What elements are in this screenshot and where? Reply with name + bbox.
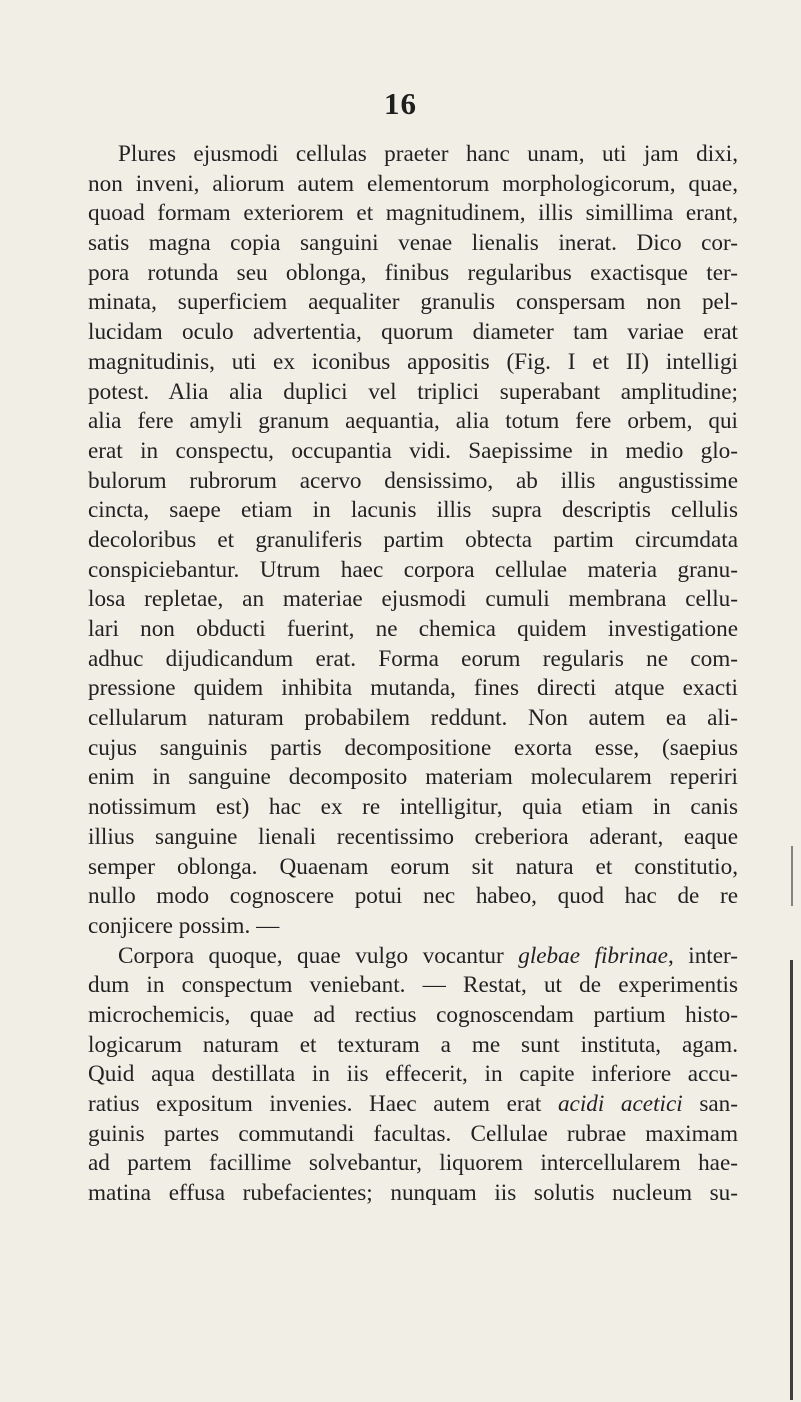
text-line [88, 170, 738, 200]
page-number: 16 [384, 86, 417, 121]
text-line [88, 1060, 738, 1090]
text-run: conjicere possim. — [88, 912, 280, 939]
text-line [88, 467, 738, 497]
text-line [88, 1090, 738, 1120]
text-run: notissimum est) hac ex re intelligitur, quia etiam in canis [88, 794, 738, 821]
text-run: dum in conspectum veniebant. — Restat, ut de experimentis [88, 972, 738, 999]
text-run: cincta, saepe etiam in lacunis illis supra descriptis cellulis [88, 497, 738, 524]
paragraph [88, 942, 738, 1209]
text-line [88, 348, 738, 378]
text-line [88, 437, 738, 467]
text-run: pressione quidem inhibita mutanda, fines directi atque exacti [88, 675, 738, 702]
text-line [88, 942, 738, 972]
text-run: bulorum rubrorum acervo densissimo, ab illis angustissime [88, 467, 738, 494]
text-run: illius sanguine lienali recentissimo creberiora aderant, eaque [88, 823, 738, 850]
paragraph [88, 140, 738, 942]
text-line [88, 496, 738, 526]
text-line [88, 1149, 738, 1179]
text-line [88, 318, 738, 348]
text-run: logicarum naturam et texturam a me sunt instituta, agam. [88, 1031, 738, 1058]
text-run: san- [682, 1091, 738, 1117]
italic-term: glebae fibrinae [518, 942, 668, 969]
text-run: satis magna copia sanguini venae lienalis inerat. Dico cor- [88, 230, 738, 257]
text-run: non inveni, aliorum autem elementorum morphologicorum, quae, [88, 170, 738, 197]
text-line [88, 971, 738, 1001]
text-line [88, 378, 738, 408]
text-run: decoloribus et granuliferis partim obtecta partim circumdata [88, 526, 738, 553]
text-run: Plures ejusmodi cellulas praeter hanc unam, uti jam dixi, [118, 141, 738, 167]
text-line [88, 1031, 738, 1061]
text-line [88, 823, 738, 853]
text-line [88, 674, 738, 704]
text-line [88, 407, 738, 437]
text-line [88, 140, 738, 170]
text-run: alia fere amyli granum aequantia, alia totum fere orbem, qui [88, 408, 738, 435]
text-line [88, 1179, 738, 1209]
italic-term: acidi acetici [557, 1091, 683, 1117]
text-line [88, 763, 738, 793]
text-run: adhuc dijudicandum erat. Forma eorum regularis ne com- [88, 645, 738, 672]
text-line [88, 556, 738, 586]
text-run: minata, superficiem aequaliter granulis conspersam non pel- [88, 289, 738, 316]
text-line [88, 793, 738, 823]
text-run: lucidam oculo advertentia, quorum diameter tam variae erat [88, 319, 738, 346]
text-run: quoad formam exteriorem et magnitudinem, illis simillima erant, [88, 200, 738, 227]
text-line [88, 645, 738, 675]
text-run: matina effusa rubefacientes; nunquam iis solutis nucleum su- [88, 1180, 738, 1207]
text-line [88, 1001, 738, 1031]
page-edge-shadow [791, 846, 793, 906]
text-line [88, 853, 738, 883]
text-run: pora rotunda seu oblonga, finibus regularibus exactisque ter- [88, 259, 738, 286]
text-run: ad partem facillime solvebantur, liquorem intercellularem hae- [88, 1150, 738, 1177]
body-text [88, 140, 738, 1209]
text-line [88, 1120, 738, 1150]
text-run: lari non obducti fuerint, ne chemica quidem investigatione [88, 616, 738, 642]
text-run: Quid aqua destillata in iis effecerit, in capite inferiore accu- [88, 1061, 738, 1088]
text-run: , inter- [667, 942, 739, 969]
text-line [88, 912, 738, 942]
text-run: losa repletae, an materiae ejusmodi cumuli membrana cellu- [88, 586, 738, 613]
text-line [88, 615, 738, 645]
text-run: ratius expositum invenies. Haec autem erat [88, 1091, 558, 1117]
text-run: microchemicis, quae ad rectius cognoscendam partium histo- [88, 1001, 738, 1028]
text-run: cellularum naturam probabilem reddunt. Non autem ea ali- [88, 705, 738, 732]
text-run: enim in sanguine decomposito materiam molecularem reperiri [88, 764, 738, 791]
text-run: erat in conspectu, occupantia vidi. Saepissime in medio glo- [88, 437, 738, 464]
text-line [88, 288, 738, 318]
page-edge-shadow [790, 960, 793, 1400]
text-line [88, 704, 738, 734]
text-run: cujus sanguinis partis decompositione exorta esse, (saepius [88, 734, 738, 761]
text-line [88, 882, 738, 912]
text-line [88, 199, 738, 229]
text-run: Corpora quoque, quae vulgo vocantur [118, 942, 519, 969]
text-run: nullo modo cognoscere potui nec habeo, quod hac de re [88, 883, 738, 910]
text-run: conspiciebantur. Utrum haec corpora cellulae materia granu- [88, 556, 738, 583]
text-run: magnitudinis, uti ex iconibus appositis (Fig. I et II) intelligi [88, 348, 738, 375]
text-run: semper oblonga. Quaenam eorum sit natura et constitutio, [88, 853, 738, 880]
text-line [88, 229, 738, 259]
text-run: guinis partes commutandi facultas. Cellulae rubrae maximam [88, 1120, 738, 1147]
text-line [88, 734, 738, 764]
text-line [88, 585, 738, 615]
text-run: potest. Alia alia duplici vel triplici superabant amplitudine; [88, 378, 738, 405]
text-line [88, 526, 738, 556]
text-line [88, 259, 738, 289]
